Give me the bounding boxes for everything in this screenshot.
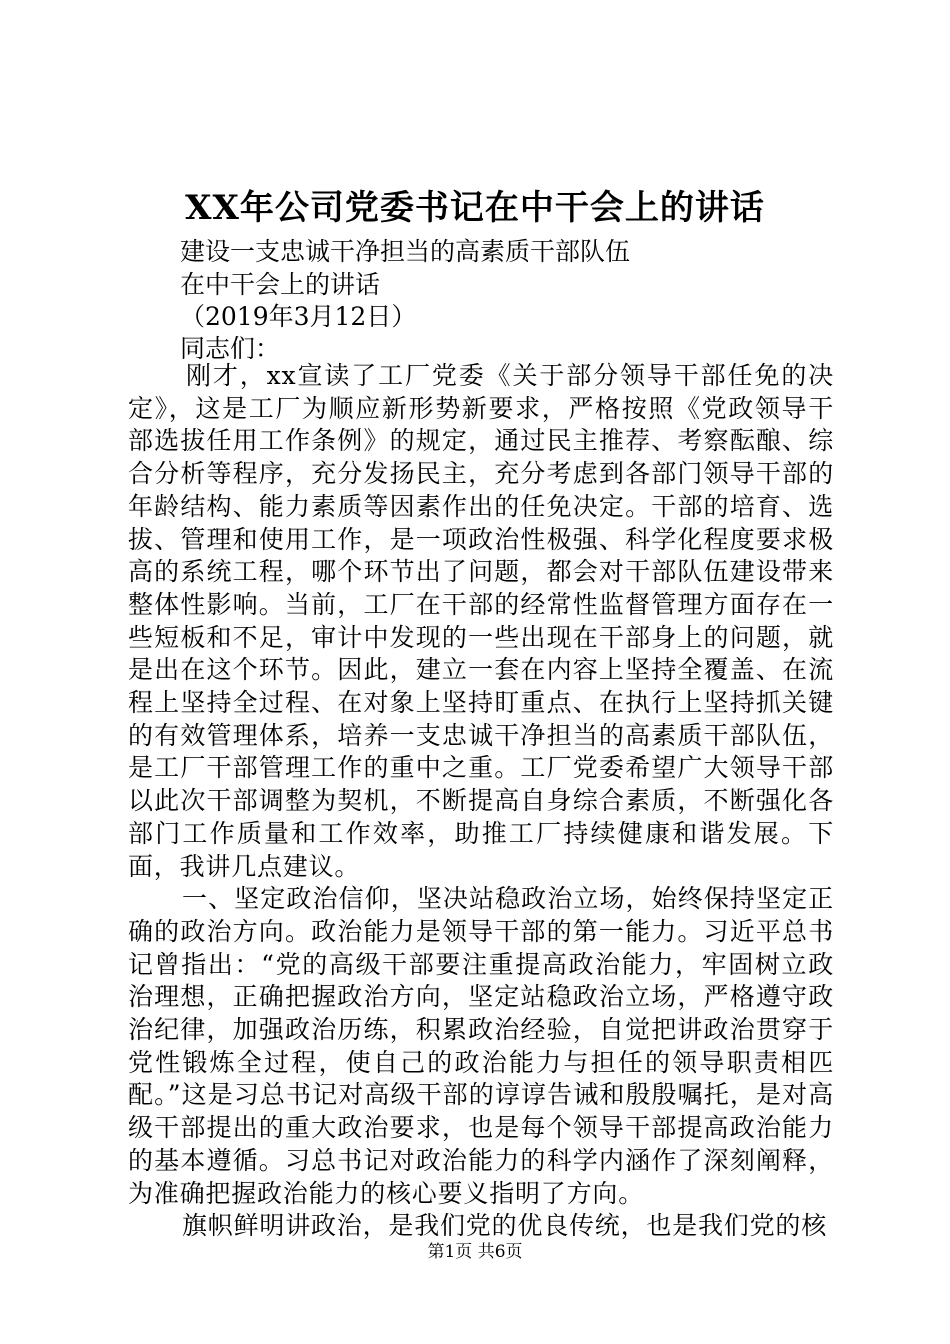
document-body [128,360,834,1243]
speech-occasion: 在中干会上的讲话 [180,270,381,299]
document-title: XX年公司党委书记在中干会上的讲话 [185,188,765,228]
paragraph: 刚才，xx宣读了工厂党委《关于部分领导干部任免的决定》，这是工厂为顺应新形势新要求，严格按照《党政领导干部选拔任用工作条例》的规定，通过民主推荐、考察酝酿、综合分析等程序，充分发扬民主，充分考虑到各部门领导干部的年龄结构、能力素质等因素作出的任免决定。干部的培育、选拔、管理和使用工作，是一项政治性极强、科学化程度要求极高的系统工程，哪个环节出了问题，都会对干部队伍建设带来整体性影响。当前，工厂在干部的经常性监督管理方面存在一些短板和不足，审计中发现的一些出现在干部身上的问题，就是出在这个环节。因此，建立一套在内容上坚持全覆盖、在流程上坚持全过程、在对象上坚持盯重点、在执行上坚持抓关键的有效管理体系，培养一支忠诚干净担当的高素质干部队伍，是工厂干部管理工作的重中之重。工厂党委希望广大领导干部以此次干部调整为契机，不断提高自身综合素质，不断强化各部门工作质量和工作效率，助推工厂持续健康和谐发展。下面，我讲几点建议。 [128,361,834,881]
document-subtitle: 建设一支忠诚干净担当的高素质干部队伍 [180,237,631,266]
paragraph: 一、坚定政治信仰，坚决站稳政治立场，始终保持坚定正确的政治方向。政治能力是领导干部的第一能力。习近平总书记曾指出：“党的高级干部要注重提高政治能力，牢固树立政治理想，正确把握政治方向，坚定站稳政治立场，严格遵守政治纪律，加强政治历练，积累政治经验，自觉把讲政治贯穿于党性锻炼全过程，使自己的政治能力与担任的领导职责相匹配。”这是习总书记对高级干部的谆谆告诫和殷殷嘱托，是对高级干部提出的重大政治要求，也是每个领导干部提高政治能力的基本遵循。习总书记对政治能力的科学内涵作了深刻阐释，为准确把握政治能力的核心要义指明了方向。 [128,884,834,1208]
speech-date: （2019年3月12日） [180,302,417,331]
paragraph: 旗帜鲜明讲政治，是我们党的优良传统，也是我们党的核 [182,1211,828,1241]
salutation: 同志们： [180,334,281,363]
page-number: 第1页 共6页 [427,1242,523,1262]
